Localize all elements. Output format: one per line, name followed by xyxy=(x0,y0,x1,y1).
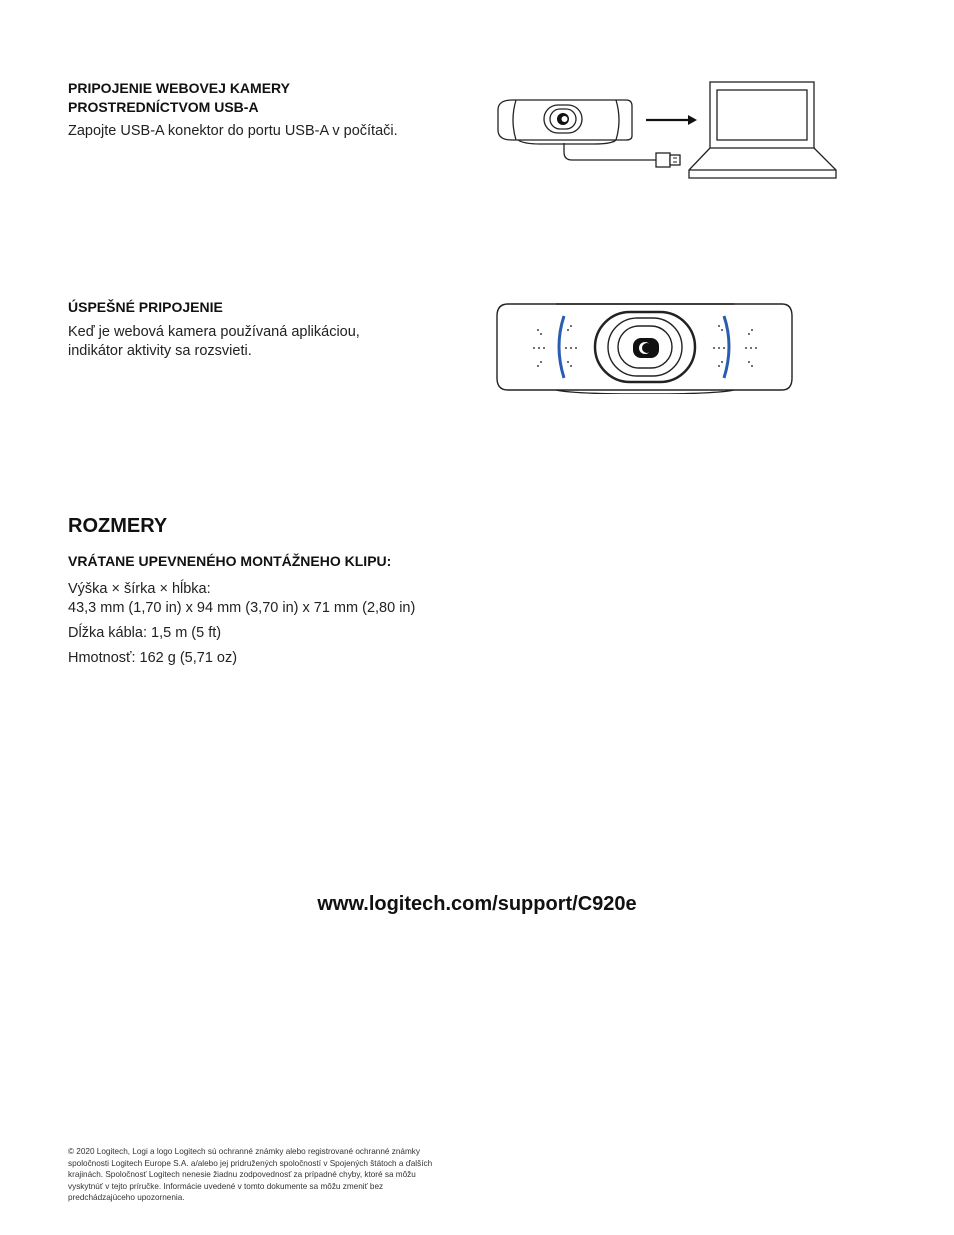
support-url[interactable]: www.logitech.com/support/C920e xyxy=(317,893,637,915)
webcam-activity-icon xyxy=(494,298,796,394)
legal-line5: predchádzajúceho upozornenia. xyxy=(68,1193,185,1203)
activity-light-right xyxy=(724,316,729,378)
usb-text: Zapojte USB-A konektor do portu USB-A v počítači. xyxy=(68,123,398,139)
success-text-line2: indikátor aktivity sa rozsvieti. xyxy=(68,343,252,359)
legal-line1: © 2020 Logitech, Logi a logo Logitech sú ochranné známky alebo registrované ochranné známky xyxy=(68,1147,420,1156)
dimensions-cable: Dĺžka kábla: 1,5 m (5 ft) xyxy=(68,625,222,641)
webcam-usb-laptop-icon xyxy=(494,80,840,182)
success-section xyxy=(68,298,360,361)
usb-heading-line2: PROSTREDNÍCTVOM USB-A xyxy=(68,99,259,115)
usb-heading-line1: PRIPOJENIE WEBOVEJ KAMERY xyxy=(68,80,290,96)
dimensions-hwd-value: 43,3 mm (1,70 in) x 94 mm (3,70 in) x 71 mm (2,80 in) xyxy=(68,600,416,616)
usb-section xyxy=(68,79,398,141)
legal-line4: vyskytnúť v tejto príručke. Informácie uvedené v tomto dokumente sa môžu zmeniť bez xyxy=(68,1181,384,1191)
dimensions-section xyxy=(68,514,415,668)
success-heading: ÚSPEŠNÉ PRIPOJENIE xyxy=(68,299,223,315)
success-text-line1: Keď je webová kamera používaná aplikáciou, xyxy=(68,324,360,340)
webcam-activity-light-illustration xyxy=(494,298,796,394)
activity-light-left xyxy=(559,316,564,378)
legal-line2: spoločnosti Logitech Europe S.A. a/alebo jej pridružených spoločností v Spojených štátoch a ďalších xyxy=(68,1158,433,1168)
legal-footer xyxy=(68,1146,498,1204)
dimensions-subheading: VRÁTANE UPEVNENÉHO MONTÁŽNEHO KLIPU: xyxy=(68,553,392,569)
dimensions-hwd-label: Výška × šírka × hĺbka: xyxy=(68,581,211,597)
dimensions-weight: Hmotnosť: 162 g (5,71 oz) xyxy=(68,650,238,666)
legal-line3: krajinách. Spoločnosť Logitech nenesie žiadnu zodpovednosť za prípadné chyby, ktoré sa môžu xyxy=(68,1170,416,1180)
dimensions-title: ROZMERY xyxy=(68,515,168,537)
webcam-usb-laptop-illustration xyxy=(494,80,840,182)
